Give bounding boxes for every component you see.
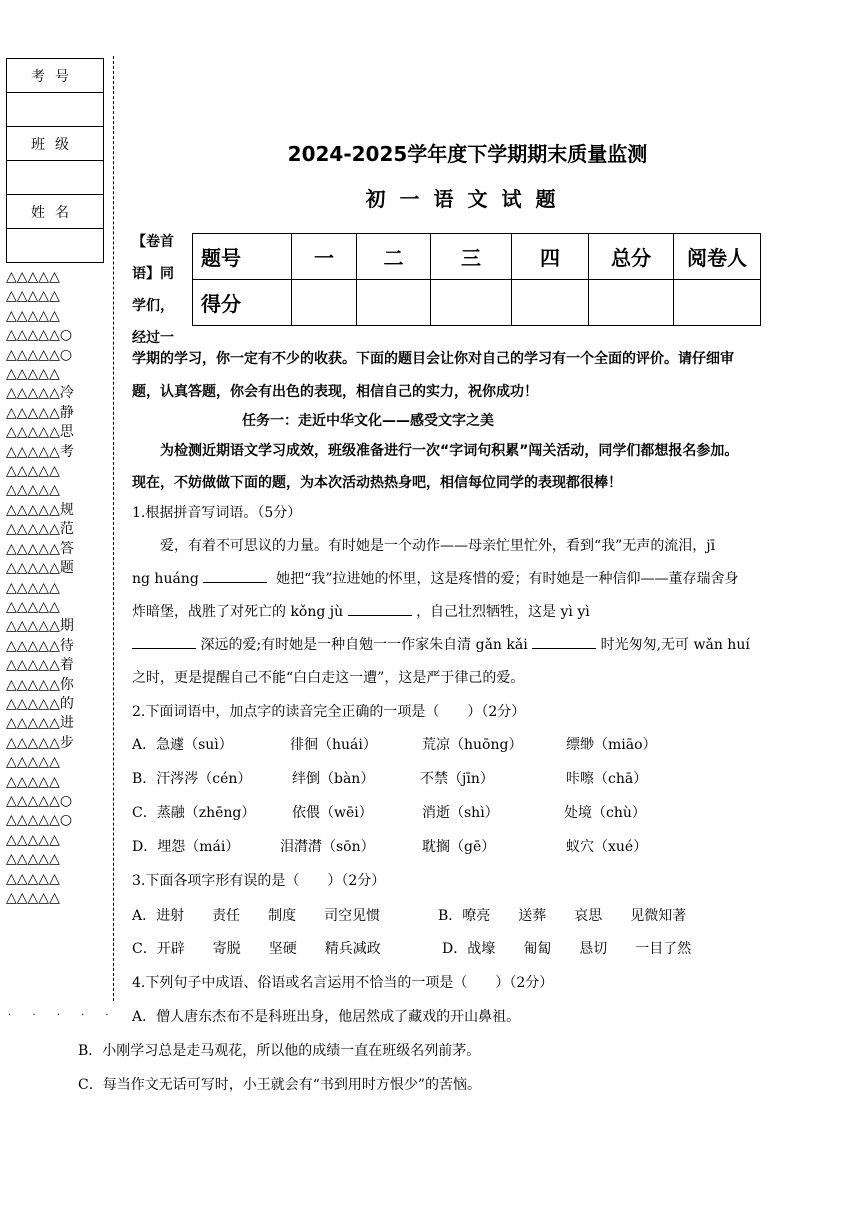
score-cell[interactable] [512, 280, 589, 326]
option-word: 荒凉（huōng） [422, 737, 523, 753]
margin-dots: · · · · · [8, 1010, 118, 1021]
question-stem: 3.下面各项字形有误的是（ ）（2分） [132, 873, 386, 889]
margin-line: △△△△△ [6, 598, 60, 615]
score-header-cell: 阅卷人 [674, 234, 761, 280]
score-header-cell: 四 [512, 234, 589, 280]
margin-line: △△△△△的 [6, 695, 74, 712]
question-stem: 2.下面词语中，加点字的读音完全正确的一项是（ ）（2分） [132, 704, 526, 720]
answer-blank[interactable] [132, 636, 196, 649]
margin-line: △△△△△○ [6, 792, 73, 809]
margin-line: △△△△△○ [6, 346, 73, 363]
name-label: 姓名 [7, 195, 104, 229]
option-b[interactable]: B．小刚学习总是走马观花，所以他的成绩一直在班级名列前茅。 [78, 1043, 481, 1059]
margin-line: △△△△△步 [6, 734, 74, 751]
passage-text: 炸暗堡，战胜了对死亡的 kǒng jù [132, 604, 344, 620]
margin-line: △△△△△ [6, 870, 60, 887]
option-a[interactable]: A．进射 责任 制度 司空见惯 [132, 908, 381, 924]
passage-line: 之时，更是提醒自己不能“白白走这一遭”，这是严于律己的爱。 [132, 670, 525, 686]
margin-line: △△△△△题 [6, 560, 74, 577]
task-intro: 现在，不妨做做下面的题，为本次活动热热身吧，相信每位同学的表现都很棒！ [132, 475, 622, 491]
score-header-cell: 一 [292, 234, 357, 280]
option-d[interactable]: D．战壕 匍匐 恳切 一目了然 [442, 941, 692, 957]
margin-line: △△△△△ [6, 463, 60, 480]
page-subtitle: 初一语文试题 [365, 187, 570, 211]
score-cell[interactable] [674, 280, 761, 326]
margin-line: △△△△△ [6, 482, 60, 499]
preface-label [132, 226, 184, 354]
margin-line: △△△△△答 [6, 540, 74, 557]
option-word: 处境（chù） [564, 805, 646, 821]
score-table [192, 233, 761, 326]
margin-line: △△△△△范 [6, 521, 74, 538]
preface-line: 语】同 [132, 266, 174, 282]
passage-text: 深远的爱;有时她是一种自勉一一作家朱自清 gǎn kǎi [200, 637, 528, 653]
pinyin-text: ng huáng [132, 571, 199, 587]
margin-line: △△△△△ [6, 831, 60, 848]
margin-line: △△△△△ [6, 579, 60, 596]
margin-line: △△△△△ [6, 269, 60, 285]
margin-line: △△△△△ [6, 851, 60, 868]
task-intro: 为检测近期语文学习成效，班级准备进行一次“字词句积累”闯关活动，同学们都想报名参加。 [160, 443, 739, 459]
option-b[interactable]: B．嘹亮 送葬 哀思 见微知著 [438, 908, 687, 924]
margin-line: △△△△△ [6, 890, 60, 906]
page-title: 2024-2025学年度下学期期末质量监测 [287, 142, 648, 166]
option-word: 消逝（shì） [422, 805, 499, 821]
option-word: 蚁穴（xué） [566, 839, 648, 855]
name-field[interactable] [7, 229, 104, 263]
passage-line [132, 568, 792, 588]
passage-line [132, 601, 792, 621]
option-word: 咔嚓（chā） [566, 771, 648, 787]
exam-number-label: 考号 [7, 59, 104, 93]
task-title: 任务一：走近中华文化——感受文字之美 [242, 413, 494, 429]
margin-line: △△△△△○ [6, 327, 73, 344]
option-a[interactable]: A．僧人唐东杰布不是科班出身，他居然成了藏戏的开山鼻祖。 [132, 1009, 521, 1025]
score-cell[interactable] [589, 280, 674, 326]
passage-text: ，自己壮烈牺牲，这是 yì yì [416, 604, 590, 620]
option-d[interactable]: D．埋怨（mái） [132, 839, 240, 855]
preface-line: 【卷首 [132, 234, 174, 250]
margin-line: △△△△△着 [6, 657, 74, 674]
margin-line: △△△△△规 [6, 501, 74, 518]
option-word: 绊倒（bàn） [292, 771, 375, 787]
answer-blank[interactable] [532, 636, 596, 649]
passage-text: 她把“我”拉进她的怀里，这是疼惜的爱；有时她是一种信仰——董存瑞舍身 [276, 571, 739, 587]
score-header-cell: 总分 [589, 234, 674, 280]
margin-line: △△△△△ [6, 307, 60, 324]
preface-text: 题，认真答题，你会有出色的表现，相信自己的实力，祝你成功！ [132, 384, 538, 400]
score-cell[interactable] [357, 280, 431, 326]
score-header-cell: 题号 [193, 234, 292, 280]
preface-line: 经过一 [132, 330, 174, 346]
option-c[interactable]: C．每当作文无话可写时，小王就会有“书到用时方恨少”的苦恼。 [78, 1077, 482, 1093]
option-word: 缥缈（miāo） [566, 737, 657, 753]
margin-line: △△△△△ [6, 773, 60, 790]
margin-line: △△△△△进 [6, 715, 74, 732]
passage-line: 爱，有着不可思议的力量。有时她是一个动作——母亲忙里忙外，看到“我”无声的流泪，jī [160, 538, 716, 554]
margin-line: △△△△△思 [6, 424, 74, 441]
score-header-cell: 三 [431, 234, 512, 280]
score-row-label: 得分 [193, 280, 292, 326]
preface-line: 学们， [132, 298, 174, 314]
passage-text: 时光匆匆,无可 wǎn huí [600, 637, 750, 653]
answer-blank[interactable] [348, 603, 412, 616]
option-word: 依偎（wēi） [292, 805, 373, 821]
margin-line: △△△△△ [6, 366, 60, 383]
option-b[interactable]: B．汗涔涔（cén） [132, 771, 252, 787]
option-word: 徘徊（huái） [290, 737, 377, 753]
margin-decoration [6, 268, 106, 908]
margin-line: △△△△△ [6, 754, 60, 771]
margin-line: △△△△△○ [6, 812, 73, 829]
option-c[interactable]: C．蒸融（zhēng） [132, 805, 256, 821]
option-word: 泪潸潸（sōn） [280, 839, 375, 855]
question-stem: 4.下列句子中成语、俗语或名言运用不恰当的一项是（ ）（2分） [132, 975, 554, 991]
exam-number-field[interactable] [7, 93, 104, 127]
answer-blank[interactable] [203, 570, 267, 583]
margin-line: △△△△△考 [6, 443, 74, 460]
score-cell[interactable] [431, 280, 512, 326]
option-word: 耽搁（gē） [422, 839, 496, 855]
margin-line: △△△△△你 [6, 676, 74, 693]
margin-line: △△△△△期 [6, 618, 74, 635]
margin-line: △△△△△冷 [6, 385, 74, 402]
margin-line: △△△△△ [6, 288, 60, 305]
margin-line: △△△△△待 [6, 637, 74, 654]
margin-line: △△△△△静 [6, 404, 74, 421]
option-word: 不禁（jīn） [420, 771, 494, 787]
question-stem: 1.根据拼音写词语。（5分） [132, 505, 302, 521]
option-a[interactable]: A．急遽（suì） [132, 737, 233, 753]
class-label: 班级 [7, 127, 104, 161]
score-cell[interactable] [292, 280, 357, 326]
score-header-cell: 二 [357, 234, 431, 280]
preface-text: 学期的学习，你一定有不少的收获。下面的题目会让你对自己的学习有一个全面的评价。请仔细审 [132, 351, 734, 367]
passage-line [132, 634, 792, 654]
option-c[interactable]: C．开辟 寄脱 坚硬 精兵减政 [132, 941, 381, 957]
